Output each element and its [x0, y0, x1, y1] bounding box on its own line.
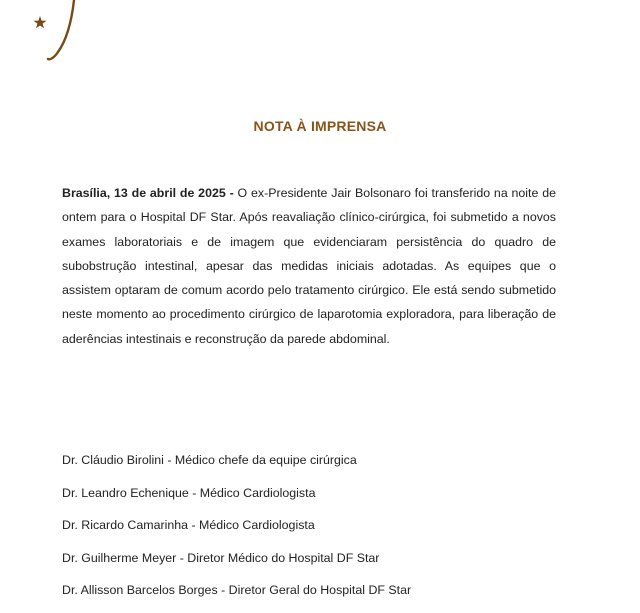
flourish-stroke: [48, 0, 74, 59]
press-note-body: [62, 181, 556, 351]
signature-list: [62, 450, 602, 613]
dateline: Brasília, 13 de abril de 2025 -: [62, 186, 234, 200]
signature-line: Dr. Ricardo Camarinha - Médico Cardiologista: [62, 518, 315, 533]
body-text: O ex-Presidente Jair Bolsonaro foi transferido na noite de ontem para o Hospital DF Star. Após reavaliação clínico-cirúrgica, foi submetido a novos exames laboratoriais e de imagem que evidenciaram persistência do quadro de subobstrução intestinal, apesar das medidas iniciais adotadas. As equipes que o assistem optaram de comum acordo pelo tratamento cirúrgico. Ele está sendo submetido neste momento ao procedimento cirúrgico de laparotomia exploradora, para liberação de aderências intestinais e reconstrução da parede abdominal.: [62, 186, 556, 346]
star-icon: [34, 16, 47, 28]
star-and-flourish-logo: [28, 0, 88, 64]
signature-line: Dr. Guilherme Meyer - Diretor Médico do Hospital DF Star: [62, 550, 380, 565]
signature-line: Dr. Cláudio Birolini - Médico chefe da equipe cirúrgica: [62, 453, 357, 467]
page-title: NOTA À IMPRENSA: [253, 118, 387, 134]
signature-line: Dr. Allisson Barcelos Borges - Diretor Geral do Hospital DF Star: [62, 583, 412, 598]
signature-line: Dr. Leandro Echenique - Médico Cardiologista: [62, 485, 316, 500]
